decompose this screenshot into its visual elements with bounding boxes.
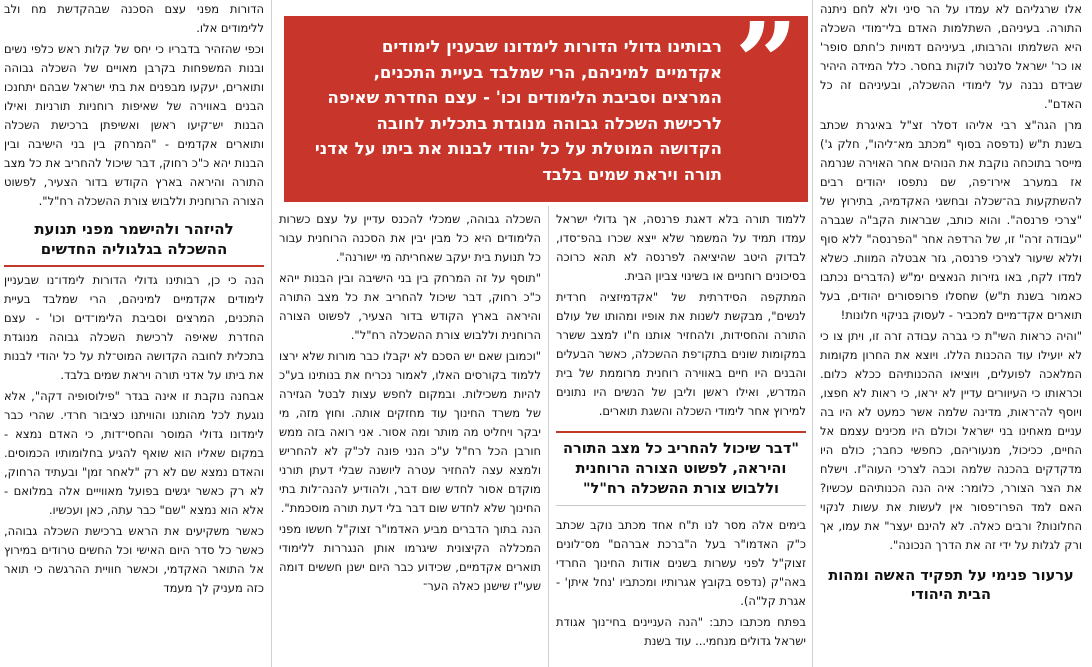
paragraph: הדורות מפני עצם הסכנה שבהקדשת מח ולב ללימודים אלו. <box>4 2 264 35</box>
paragraph: בימים אלה מסר לנו ת"ח אחד מכתב נוקב שכתב כ"ק האדמו"ר בעל ה"ברכת אברהם" מס־לונים זצוק"ל לפני עשרות בשנים אודות החינוך החרדי באה"ק (נדפס בקובץ אגרותיו ומכתביו 'נחל איתן' - אגרת קל"ה). <box>556 518 806 608</box>
article-column-right <box>820 0 1082 667</box>
paragraph: המתקפה הסידרתית של "אקדמיזציה חרדית לנשים", מבקשת לשנות את אופיו ומהותו של עולם התורה והחסידות, ולהחזיר אותנו ח"ו למצב ששרר במקומות שונים בתקו־פת ההשכלה, כאשר הבעלים והבנים היו חיים באווירה רוחנית מרוממת של בית המדרש, ואילו ראשן וליבן של הנשים היו נתונים למירוץ אחר לימודי השכלה והשגת תוארים. <box>556 290 806 418</box>
section-subheading: ערעור פנימי על תפקיד האשה ומהות הבית היהודי <box>828 568 1074 603</box>
paragraph: כאשר משקיעים את הראש ברכישת השכלה גבוהה, כאשר כל סדר היום האישי וכל החשים טרודים במירוץ אל התואר האקדמי, וכאשר חוויית ההרגשה כי תואר כזה מעניק לך מעמד <box>4 524 264 595</box>
paragraph: בפתח מכתבו כתב: "הנה העניינים בחי־נוך אגודת ישראל גדולים מנחמי... עוד בשנת <box>556 615 806 648</box>
quote-mark-icon: ” <box>734 0 798 127</box>
column-divider <box>271 0 272 667</box>
pullquote-text: רבותינו גדולי הדורות לימדונו שבענין לימודים אקדמיים למיניהם, הרי שמלבד בעיית התכנים, המרצים וסביבת הלימודים וכו' - עצם החדרת שאיפה לרכישת השכלה גבוהה מנוגדת בתכלית לחובה הקדושה המוטלת על כל יהודי לבנות את ביתו על אדני תורה ויראת שמים בלבד <box>314 37 722 184</box>
paragraph: וכפי שהזהיר בדבריו כי יחס של קלות ראש כלפי נשים ובנות המשפחות בקרבן מאויים של השכלה גבוהה ותוארים, יעקעו מבפנים את בתי ישראל שבהם יתחנכו הבנים באווירה של שאיפות רוחניות תורניות ואילו הבנות יש־קיעו ראשן ואשיפתן ברכישת השכלה ותוארים אקדמים - "המרחק בין בני הישיבה ובין הבנות יהא כ"כ רחוק, דבר שיכול להחריב את כל מצב התורה והיראה בארץ הקודש בדור הצעיר, לפשוט הצורה הרוחנית וללבוש צורת ההשכלה רח"ל". <box>4 42 264 208</box>
column-divider <box>548 206 549 667</box>
paragraph: "וכמובן שאם יש הסכם לא יקבלו כבר מורות שלא ירצו ללמוד בקורסים האלו, לאמור נכריח את בנותינו בע"כ להיות משכילות. ובמקום לחפש עצות לבטל הגזירה של משרד החינוך עוד מחזקים אותה. וחוץ מזה, מי יבקר ויחליט מה מותר ומה אסור. אני רואה בזה ממש חורבן הכל רח"ל ע"כ הנני פונה לכ"ק לא להחריש ולמצא עצה להחזיר עטרה ליושנה שבלי דעתן תורני מוקדם אסור לחדש שום דבר, ולהודיע להנה־לות בתי החינוך שלא לחדש שום דבר בלי דעת תורה מוסכמת". <box>279 349 541 515</box>
inline-quote: "דבר שיכול להחריב כל מצב התורה והיראה, לפשוט הצורה הרוחנית וללבוש צורת ההשכלה רח"ל" <box>556 431 806 506</box>
section-subheading: להיזהר ולהישמר מפני תנועת ההשכלה בגלגוליה החדשים <box>4 219 264 267</box>
paragraph: מרן הגה"צ רבי אליהו דסלר זצ"ל באיגרת שכתב בשנת ת"ש (נדפסה בסוף "מכתב מא־ליהו", חלק ג') מייסר בתוכחה נוקבת את הנוהים אחר האוירה שנרמה אז במערב אירו־פה, שם נתפסו יהודים רבים להשתקעות בה־שכלה ובחשגי האקדמיה, בתירוץ של "צרכי פרנסה". והוא כותב, שבראות הקב"ה שגברה "עבודה זרה" זו, של הרדפה אחר "הפרנסה" ללא סוף וללא שיעור לצרכי פרנסה, גזר אבטלה המוות. כשלא למדו לקח, באו גזירות הנאצים ימ"ש (הדברים נכתבו כאמור בשנת ת"ש) שחסלו פרופסורים יהודים, בעל תוארים אקד־מיים למכביר - לעסוק בניקוי חלונות! <box>820 118 1082 322</box>
paragraph: השכלה גבוהה, שמכלי להכנס עדיין על עצם כשרות הלימודים היא כל מבין יבין את הסכנה הרוחנית עבור כל תנועת בית יעקב שאחריתה מי ישורנה". <box>279 212 541 264</box>
paragraph: ללמוד תורה בלא דאגת פרנסה, אך גדולי ישראל עמדו תמיד על המשמר שלא ייצא שכרו בהפ־סדו, לבדוק היטב שהיציאה לפרנסה לא תהא כרוכה בסיכונים רוחניים או בשינוי צביון הבית. <box>556 212 806 283</box>
article-column-middle-right <box>556 210 806 667</box>
article-column-left <box>4 0 264 667</box>
column-divider <box>812 0 813 667</box>
paragraph: אבחנה נוקבת זו אינה בגדר "פילוסופיה דקה", אלא נוגעת לכל מהותנו והוויתנו כציבור חרדי. שהרי כבר לימדונו גדולי המוסר והחסי־דות, כי האדם נמצא - במקום שאליו הוא שואף להגיע בחלומותיו הכמוסים. והאדם נמצא שם לא רק "לאחר זמן" ובעתיד הרחוק, לא רק כאשר יגשים בפועל מאווייים אלה במלואם - אלא הוא נמצא "שם" כבר עתה, כאן ועכשיו. <box>4 389 264 517</box>
paragraph: הנה בתוך הדברים מביע האדמו"ר זצוק"ל חששו מפני המכללה הקיצונית שיגרמו אותן הנגררות ללימודי תוארים אקדמיים, שכידוע כבר היום ישנן חששים דומה שעי"ז שישנן כאלה הער־ <box>279 522 541 593</box>
paragraph: הנה כי כן, רבותינו גדולי הדורות לימדו־נו שבעניין לימודים אקדמיים למיניהם, הרי שמלבד בעיית התכנים, המרצים וסביבת הלימו־דים וכו' - עצם החדרת שאיפה לרכישת השכלה גבוהה מנוגדת בתכלית לחובה הקדושה המוט־לת על כל יהודי לבנות את ביתו על אדני תורה ויראת שמים בלבד. <box>4 273 264 382</box>
paragraph: "תוסף על זה המרחק בין בני הישיבה ובין הבנות ייהא כ"כ רחוק, דבר שיכול להחריב את כל מצב התורה והיראה בארץ הקודש בדור הצעיר, לפשוט הצורה הרוחנית וללבוש צורת ההשכלה רח"ל". <box>279 271 541 342</box>
article-column-middle-left <box>279 210 541 667</box>
paragraph: "והיה כראות השי"ת כי גברה עבודה זרה זו, ויתן צו כי לא יועילו עוד ההכנות הללו. ויוצא את החרון מקומות המלאכה לפועלים, ויוציאו ההכנותיהם ככלא כלום. וכראותו כי העיוורים עדיין לא יראו, כי ראות לא חפצו, ויוסף לה־ראות, מדינה שלמה אשר כמעט לא היו בה עניים מאחינו בני ישראל וכולם היו מכינים עצמם אל החיים, ככיכול, מנעוריהם, כחפשי כחבר; כולם היו מדקדקים בהכנה שלמה וכבה לצרכי העוה"ז. וישלח את הצר הצורר, כלומר: איה הנה הכנותיהם עכשיו? האם למד הפרו־פסור אין לעשות את עשות לנקוי החלונות? ורבים כאלה. לא להינם יעצר" את עמו, אך ורק לגלות על ידי זה את הדרך הנכונה". <box>820 329 1082 552</box>
paragraph: אלו שרגליהם לא עמדו על הר סיני ולא לחם ניתנה התורה. בעיניהם, השתלמות האדם בלי־מודי השכלה היא השלמתו והרבותו, בעיניהם דמויות כ'חתם סופר' או כר' ישראל סלנטר לוקות בחסר. כלל המידה היהיר שבידם נבנה על לימודי ההשכלה, ובעיניהם זה כל האדם". <box>820 2 1082 111</box>
pullquote-box <box>284 0 808 202</box>
